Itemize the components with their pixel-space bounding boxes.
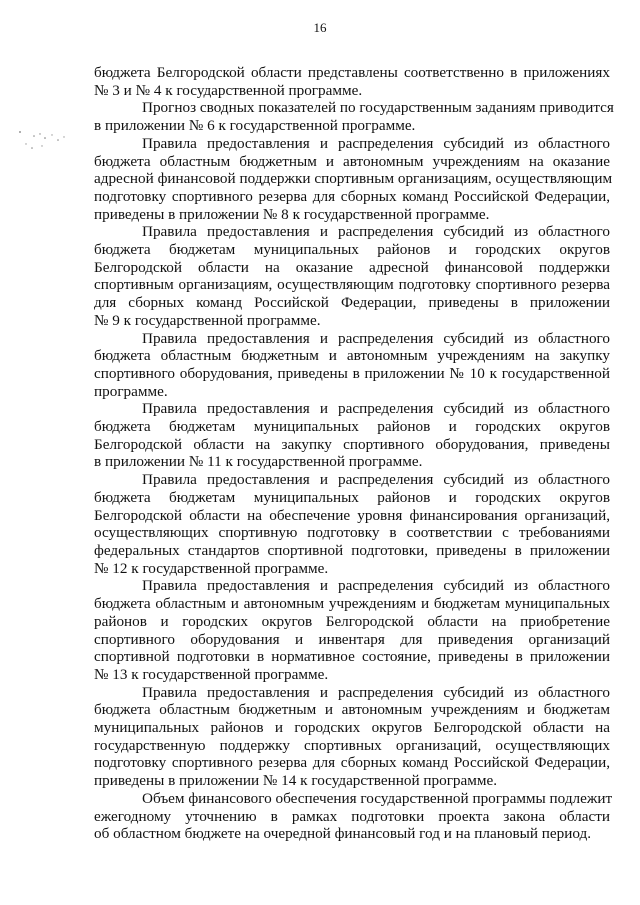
text-line: № 3 и № 4 к государственной программе. — [94, 81, 363, 99]
document-body — [94, 64, 614, 843]
paragraph — [94, 99, 614, 135]
text-line: Правила предоставления и распределения субсидий из областного — [142, 471, 610, 489]
text-line: для сборных команд Российской Федерации, приведены в приложении — [94, 294, 610, 312]
text-line: Правила предоставления и распределения субсидий из областного — [142, 683, 610, 701]
text-line: бюджета областным бюджетным и автономным учреждениям и бюджетам — [94, 701, 610, 719]
text-line: государственную поддержку спортивных организаций, осуществляющих — [94, 736, 610, 754]
text-line: № 12 к государственной программе. — [94, 559, 329, 577]
text-line: подготовку спортивного резерва для сборных команд Российской Федерации, — [94, 754, 610, 772]
text-line: в приложении № 6 к государственной программе. — [94, 117, 416, 135]
text-line: № 9 к государственной программе. — [94, 311, 321, 329]
text-line: Белгородской области на закупку спортивного оборудования, приведены — [94, 435, 610, 453]
text-line: бюджета бюджетам муниципальных районов и городских округов — [94, 418, 610, 436]
text-line: программе. — [94, 382, 168, 400]
text-line: Правила предоставления и распределения субсидий из областного — [142, 223, 610, 241]
text-line: бюджета областным бюджетным и автономным учреждениям на закупку — [94, 347, 610, 365]
text-line: в приложении № 11 к государственной программе. — [94, 453, 423, 471]
text-line: адресной финансовой поддержки спортивным организациям, осуществляющим — [94, 170, 613, 188]
text-line: спортивной подготовки в нормативное состояние, приведены в приложении — [94, 648, 610, 666]
text-line: федеральных стандартов спортивной подготовки, приведены в приложении — [94, 541, 610, 559]
text-line: районов и городских округов Белгородской области на приобретение — [94, 612, 610, 630]
paragraph — [94, 471, 610, 577]
text-line: спортивным организациям, осуществляющим подготовку спортивного резерва — [94, 276, 610, 294]
text-line: Правила предоставления и распределения субсидий из областного — [142, 134, 610, 152]
paragraph — [94, 684, 610, 790]
text-line: бюджета областным и автономным учреждениям и бюджетам муниципальных — [94, 595, 610, 613]
text-line: муниципальных районов и городских округов Белгородской области на — [94, 719, 610, 737]
paragraph — [94, 223, 610, 329]
paragraph — [94, 789, 613, 843]
page-number: 16 — [313, 20, 327, 35]
paragraph — [94, 577, 610, 683]
text-line: бюджета Белгородской области представлены соответственно в приложениях — [94, 64, 610, 81]
text-line: Правила предоставления и распределения субсидий из областного — [142, 577, 610, 595]
text-line: Правила предоставления и распределения субсидий из областного — [142, 329, 610, 347]
text-line: осуществляющих спортивную подготовку в соответствии с требованиями — [94, 524, 610, 542]
paragraph — [94, 134, 613, 224]
text-line: Белгородской области на оказание адресной финансовой поддержки — [94, 258, 610, 276]
text-line: приведены в приложении № 14 к государственной программе. — [94, 772, 498, 790]
paragraph — [94, 400, 610, 471]
text-line: № 13 к государственной программе. — [94, 665, 329, 683]
text-line: бюджета бюджетам муниципальных районов и городских округов — [94, 488, 610, 506]
text-line: об областном бюджете на очередной финансовый год и на плановый период. — [94, 825, 592, 843]
text-line: Правила предоставления и распределения субсидий из областного — [142, 400, 610, 418]
text-line: бюджета бюджетам муниципальных районов и городских округов — [94, 241, 610, 259]
paragraph — [94, 64, 610, 99]
text-line: подготовку спортивного резерва для сборных команд Российской Федерации, — [94, 187, 610, 205]
text-line: спортивного оборудования, приведены в приложении № 10 к государственной — [94, 364, 610, 382]
text-line: Объем финансового обеспечения государственной программы подлежит — [142, 789, 613, 807]
paragraph — [94, 330, 610, 401]
text-line: приведены в приложении № 8 к государственной программе. — [94, 205, 490, 223]
text-line: Белгородской области на обеспечение уровня финансирования организаций, — [94, 506, 610, 524]
text-line: бюджета областным бюджетным и автономным учреждениям на оказание — [94, 152, 610, 170]
text-line: Прогноз сводных показателей по государственным заданиям приводится — [142, 99, 614, 117]
text-line: спортивного оборудования и инвентаря для приведения организаций — [94, 630, 610, 648]
scan-specks — [14, 128, 84, 158]
text-line: ежегодному уточнению в рамках подготовки проекта закона области — [94, 807, 610, 825]
